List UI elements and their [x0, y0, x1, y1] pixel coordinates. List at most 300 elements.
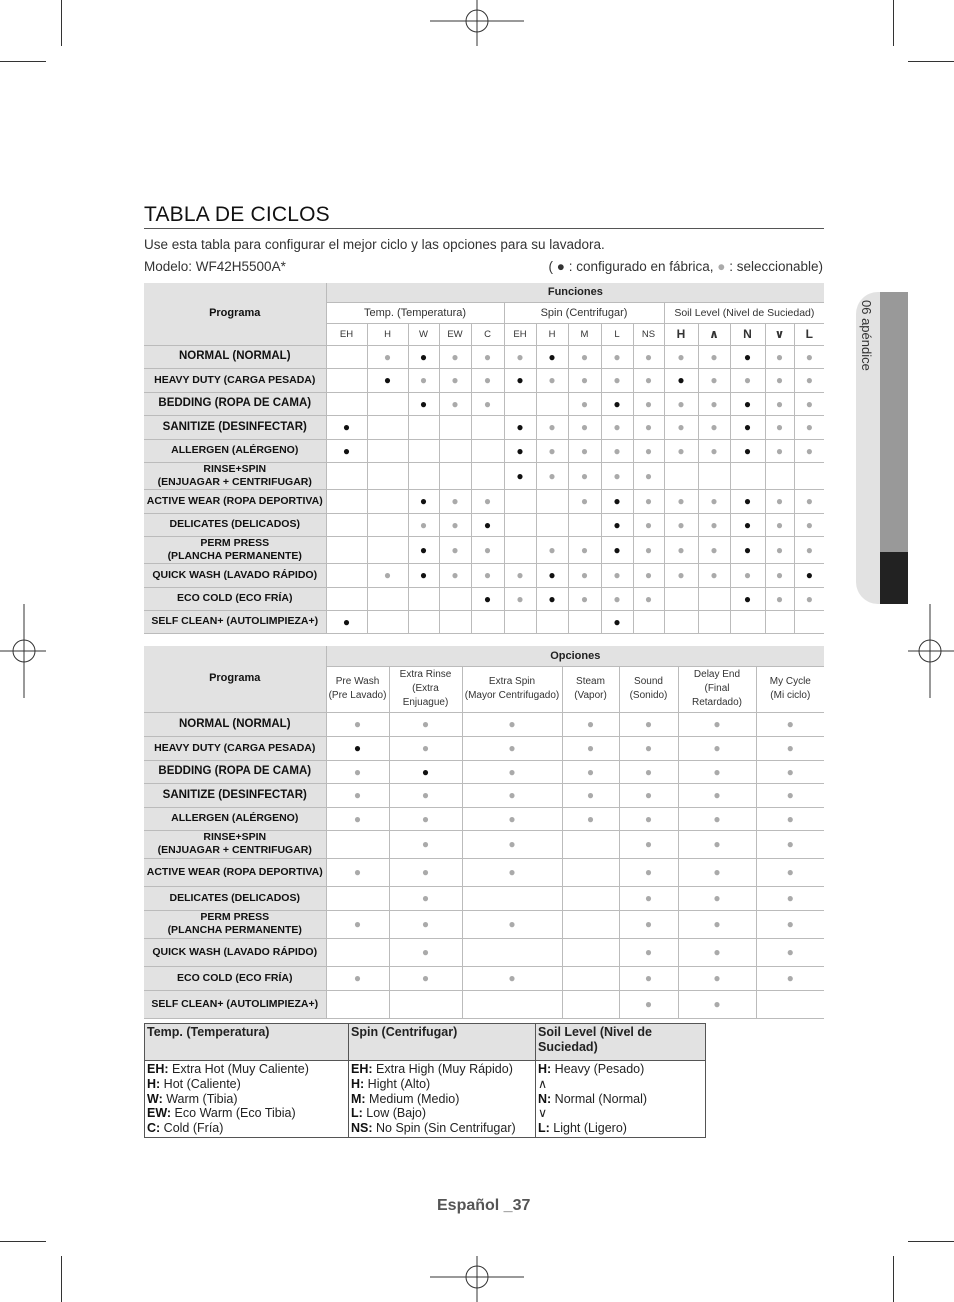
- function-cell: [408, 587, 439, 610]
- key-entry: L: Low (Bajo): [351, 1106, 427, 1121]
- function-cell: [471, 439, 504, 462]
- option-cell: [326, 783, 389, 807]
- factory-set-dot-icon: ●: [743, 591, 752, 606]
- key-entry: W: Warm (Tibia): [147, 1091, 238, 1106]
- program-name: DELICATES (DELICADOS): [144, 886, 326, 910]
- selectable-dot-icon: ●: [677, 517, 685, 532]
- selectable-dot-icon: ●: [710, 494, 718, 508]
- function-cell: [601, 489, 633, 513]
- factory-set-dot-icon: ●: [743, 542, 752, 557]
- selectable-dot-icon: ●: [586, 811, 595, 826]
- selectable-dot-icon: ●: [644, 542, 653, 557]
- function-cell: [730, 563, 765, 587]
- function-cell: [664, 489, 698, 513]
- option-cell: [756, 783, 824, 807]
- function-cell: [408, 439, 439, 462]
- function-cell: [408, 610, 439, 633]
- function-column-header: EW: [439, 323, 471, 345]
- selectable-dot-icon: ●: [713, 865, 721, 879]
- function-cell: [326, 462, 367, 489]
- function-cell: [408, 415, 439, 439]
- selectable-dot-icon: ●: [483, 568, 492, 582]
- selectable-dot-icon: ●: [580, 349, 589, 364]
- selectable-dot-icon: ●: [580, 542, 589, 557]
- factory-set-dot-icon: ●: [743, 517, 752, 532]
- function-cell: [664, 563, 698, 587]
- option-cell: [619, 712, 678, 736]
- factory-set-dot-icon: ●: [613, 517, 621, 532]
- selectable-dot-icon: ●: [613, 468, 621, 483]
- selectable-dot-icon: ●: [548, 542, 556, 557]
- function-cell: [471, 513, 504, 536]
- selectable-dot-icon: ●: [713, 917, 721, 931]
- program-name: BEDDING (ROPA DE CAMA): [144, 760, 326, 783]
- option-cell: [389, 938, 462, 966]
- selectable-dot-icon: ●: [710, 443, 718, 458]
- function-cell: [408, 536, 439, 563]
- function-cell: [633, 368, 664, 392]
- selectable-dot-icon: ●: [786, 741, 794, 755]
- option-cell: [326, 760, 389, 783]
- selectable-dot-icon: ●: [516, 568, 524, 582]
- function-cell: [765, 587, 794, 610]
- function-cell: [698, 462, 730, 489]
- table-row: [144, 587, 824, 610]
- table-row: [144, 415, 824, 439]
- factory-set-dot-icon: ●: [805, 568, 813, 582]
- function-cell: [765, 368, 794, 392]
- table-row: [144, 858, 824, 886]
- option-cell: [756, 910, 824, 938]
- selectable-dot-icon: ●: [713, 891, 721, 905]
- selectable-dot-icon: ●: [786, 717, 794, 731]
- table-row: [144, 392, 824, 415]
- option-cell: [756, 760, 824, 783]
- function-column-header: H: [536, 323, 568, 345]
- selectable-dot-icon: ●: [805, 420, 813, 434]
- function-cell: [730, 345, 765, 368]
- selectable-dot-icon: ●: [786, 917, 794, 931]
- program-name: HEAVY DUTY (CARGA PESADA): [144, 368, 326, 392]
- option-cell: [619, 807, 678, 830]
- function-cell: [367, 513, 408, 536]
- option-cell: [389, 712, 462, 736]
- selectable-dot-icon: ●: [644, 517, 653, 532]
- selectable-dot-icon: ●: [580, 568, 589, 582]
- selectable-dot-icon: ●: [713, 837, 721, 851]
- factory-set-dot-icon: ●: [613, 494, 621, 508]
- function-cell: [471, 345, 504, 368]
- function-cell: [471, 489, 504, 513]
- function-cell: [730, 610, 765, 633]
- selectable-dot-icon: ●: [421, 917, 430, 931]
- function-cell: [367, 368, 408, 392]
- selectable-dot-icon: ●: [710, 420, 718, 434]
- function-cell: [730, 368, 765, 392]
- selectable-dot-icon: ●: [580, 494, 589, 508]
- function-cell: [471, 610, 504, 633]
- abbreviation-key-table: [144, 1023, 706, 1138]
- function-cell: [601, 415, 633, 439]
- function-cell: [698, 392, 730, 415]
- function-cell: [504, 536, 536, 563]
- option-cell: [619, 886, 678, 910]
- option-cell: [462, 858, 562, 886]
- table-row: [144, 830, 824, 858]
- function-cell: [471, 536, 504, 563]
- selectable-dot-icon: ●: [786, 788, 794, 802]
- function-cell: [698, 489, 730, 513]
- option-cell: [619, 858, 678, 886]
- function-cell: [601, 392, 633, 415]
- table-row: [144, 736, 824, 760]
- option-cell: [619, 910, 678, 938]
- selectable-dot-icon: ●: [644, 349, 653, 364]
- selectable-dot-icon: ●: [383, 349, 392, 364]
- selectable-dot-icon: ●: [786, 891, 794, 905]
- program-name: BEDDING (ROPA DE CAMA): [144, 392, 326, 415]
- factory-set-dot-icon: ●: [516, 443, 524, 458]
- function-cell: [326, 439, 367, 462]
- selectable-dot-icon: ●: [421, 717, 430, 731]
- option-cell: [619, 938, 678, 966]
- selectable-dot-icon: ●: [713, 741, 721, 755]
- option-cell: [619, 990, 678, 1018]
- function-cell: [794, 563, 824, 587]
- program-name: ALLERGEN (ALÉRGENO): [144, 439, 326, 462]
- key-entry: H: Hight (Alto): [351, 1076, 431, 1091]
- option-cell: [678, 990, 756, 1018]
- function-cell: [471, 563, 504, 587]
- factory-set-dot-icon: ●: [516, 468, 524, 483]
- function-cell: [601, 439, 633, 462]
- selectable-dot-icon: ●: [710, 517, 718, 532]
- option-cell: [462, 966, 562, 990]
- option-cell: [678, 938, 756, 966]
- program-name: ACTIVE WEAR (ROPA DEPORTIVA): [144, 858, 326, 886]
- function-cell: [408, 392, 439, 415]
- selectable-dot-icon: ●: [586, 741, 595, 755]
- selectable-dot-icon: ●: [421, 741, 430, 755]
- table-row: [144, 990, 824, 1018]
- selectable-dot-icon: ●: [775, 373, 784, 387]
- option-cell: [326, 886, 389, 910]
- key-entry: EH: Extra Hot (Muy Caliente): [147, 1062, 309, 1076]
- option-column-header: Extra Rinse (Extra Enjuague): [389, 666, 462, 712]
- function-cell: [439, 610, 471, 633]
- option-cell: [678, 736, 756, 760]
- selectable-dot-icon: ●: [644, 494, 653, 508]
- function-cell: [326, 563, 367, 587]
- function-cell: [664, 536, 698, 563]
- function-cell: [367, 536, 408, 563]
- table-row: [144, 489, 824, 513]
- crop-mark: [0, 61, 46, 62]
- selectable-dot-icon: ●: [805, 517, 813, 532]
- function-cell: [536, 368, 568, 392]
- function-cell: [601, 563, 633, 587]
- selectable-dot-icon: ●: [644, 741, 653, 755]
- key-entry: H: Hot (Caliente): [147, 1076, 241, 1091]
- selectable-dot-icon: ●: [717, 259, 726, 274]
- table-row: [144, 513, 824, 536]
- selectable-dot-icon: ●: [451, 396, 459, 411]
- selectable-dot-icon: ●: [548, 468, 556, 483]
- chapter-tab-marker: [880, 552, 908, 604]
- factory-set-dot-icon: ●: [353, 741, 362, 755]
- function-cell: [504, 345, 536, 368]
- function-cell: [504, 489, 536, 513]
- function-cell: [568, 368, 601, 392]
- function-column-header: M: [568, 323, 601, 345]
- table-row: [144, 610, 824, 633]
- option-cell: [619, 760, 678, 783]
- selectable-dot-icon: ●: [508, 788, 516, 802]
- option-cell: [756, 990, 824, 1018]
- selectable-dot-icon: ●: [483, 494, 492, 508]
- function-cell: [633, 513, 664, 536]
- selectable-dot-icon: ●: [419, 373, 428, 387]
- functions-group-header: Funciones: [326, 283, 824, 302]
- function-column-header: C: [471, 323, 504, 345]
- selectable-dot-icon: ●: [353, 917, 362, 931]
- factory-set-dot-icon: ●: [613, 614, 621, 629]
- option-cell: [326, 712, 389, 736]
- function-cell: [601, 536, 633, 563]
- function-cell: [664, 587, 698, 610]
- function-cell: [765, 610, 794, 633]
- selectable-dot-icon: ●: [613, 443, 621, 458]
- function-column-header: EH: [326, 323, 367, 345]
- function-cell: [367, 462, 408, 489]
- selectable-dot-icon: ●: [421, 971, 430, 985]
- selectable-dot-icon: ●: [483, 349, 492, 364]
- option-cell: [326, 966, 389, 990]
- selectable-dot-icon: ●: [613, 568, 621, 582]
- function-cell: [730, 513, 765, 536]
- function-cell: [730, 489, 765, 513]
- selectable-dot-icon: ●: [508, 837, 516, 851]
- function-cell: [633, 439, 664, 462]
- table-row: [144, 345, 824, 368]
- option-cell: [326, 830, 389, 858]
- function-cell: [633, 345, 664, 368]
- options-group-header: Opciones: [326, 646, 824, 666]
- function-cell: [601, 462, 633, 489]
- selectable-dot-icon: ●: [710, 396, 718, 411]
- function-cell: [504, 563, 536, 587]
- selectable-dot-icon: ●: [644, 865, 653, 879]
- function-cell: [326, 345, 367, 368]
- program-name: DELICATES (DELICADOS): [144, 513, 326, 536]
- selectable-dot-icon: ●: [775, 443, 784, 458]
- function-cell: [601, 513, 633, 536]
- selectable-dot-icon: ●: [786, 971, 794, 985]
- selectable-dot-icon: ●: [710, 349, 718, 364]
- function-cell: [471, 415, 504, 439]
- selectable-dot-icon: ●: [580, 591, 589, 606]
- option-cell: [678, 966, 756, 990]
- selectable-dot-icon: ●: [713, 945, 721, 959]
- functions-table: [144, 283, 824, 634]
- factory-dot-icon: ●: [556, 259, 565, 274]
- function-cell: [794, 368, 824, 392]
- key-entry: EH: Extra High (Muy Rápido): [351, 1062, 513, 1076]
- key-entry: ∨: [538, 1106, 548, 1121]
- option-cell: [389, 990, 462, 1018]
- selectable-dot-icon: ●: [775, 568, 784, 582]
- option-cell: [462, 783, 562, 807]
- function-cell: [765, 563, 794, 587]
- function-cell: [664, 462, 698, 489]
- selectable-dot-icon: ●: [805, 443, 813, 458]
- option-cell: [562, 830, 619, 858]
- selectable-dot-icon: ●: [586, 717, 595, 731]
- program-name: PERM PRESS (PLANCHA PERMANENTE): [144, 536, 326, 563]
- selectable-dot-icon: ●: [548, 443, 556, 458]
- selectable-dot-icon: ●: [644, 420, 653, 434]
- function-cell: [504, 368, 536, 392]
- factory-set-dot-icon: ●: [743, 494, 752, 508]
- function-cell: [601, 345, 633, 368]
- function-cell: [439, 563, 471, 587]
- option-cell: [326, 858, 389, 886]
- function-cell: [698, 513, 730, 536]
- option-cell: [619, 830, 678, 858]
- selectable-dot-icon: ●: [586, 764, 595, 779]
- selectable-dot-icon: ●: [421, 788, 430, 802]
- temp-header: Temp. (Temperatura): [326, 302, 504, 323]
- factory-set-dot-icon: ●: [613, 396, 621, 411]
- option-cell: [562, 886, 619, 910]
- option-cell: [678, 910, 756, 938]
- registration-mark: [908, 604, 954, 698]
- function-cell: [536, 513, 568, 536]
- option-cell: [389, 736, 462, 760]
- function-cell: [664, 392, 698, 415]
- function-cell: [633, 489, 664, 513]
- function-cell: [504, 415, 536, 439]
- option-cell: [462, 990, 562, 1018]
- crop-mark: [61, 1256, 62, 1302]
- key-spin-header: Spin (Centrifugar): [349, 1024, 536, 1061]
- selectable-dot-icon: ●: [677, 349, 685, 364]
- function-cell: [439, 368, 471, 392]
- selectable-dot-icon: ●: [353, 971, 362, 985]
- options-table: [144, 646, 824, 1019]
- program-header: Programa: [144, 283, 326, 345]
- selectable-dot-icon: ●: [677, 443, 685, 458]
- function-cell: [794, 513, 824, 536]
- option-cell: [389, 966, 462, 990]
- option-cell: [562, 760, 619, 783]
- function-cell: [367, 392, 408, 415]
- option-cell: [326, 938, 389, 966]
- function-cell: [698, 439, 730, 462]
- option-cell: [389, 910, 462, 938]
- program-name: SELF CLEAN+ (AUTOLIMPIEZA+): [144, 610, 326, 633]
- factory-set-dot-icon: ●: [342, 420, 351, 434]
- option-cell: [562, 938, 619, 966]
- option-column-header: Pre Wash (Pre Lavado): [326, 666, 389, 712]
- selectable-dot-icon: ●: [644, 468, 653, 483]
- selectable-dot-icon: ●: [775, 591, 784, 606]
- option-cell: [756, 830, 824, 858]
- function-cell: [439, 587, 471, 610]
- selectable-dot-icon: ●: [508, 865, 516, 879]
- function-column-header: ∨: [765, 323, 794, 345]
- program-name: HEAVY DUTY (CARGA PESADA): [144, 736, 326, 760]
- factory-set-dot-icon: ●: [677, 373, 685, 387]
- table-row: [144, 462, 824, 489]
- selectable-dot-icon: ●: [805, 396, 813, 411]
- function-cell: [326, 368, 367, 392]
- registration-mark: [430, 1256, 524, 1302]
- function-cell: [794, 415, 824, 439]
- option-cell: [756, 858, 824, 886]
- option-cell: [619, 966, 678, 990]
- function-cell: [367, 439, 408, 462]
- function-cell: [439, 513, 471, 536]
- selectable-dot-icon: ●: [644, 917, 653, 931]
- selectable-dot-icon: ●: [483, 373, 492, 387]
- option-cell: [756, 966, 824, 990]
- selectable-dot-icon: ●: [419, 517, 428, 532]
- selectable-dot-icon: ●: [451, 517, 459, 532]
- function-cell: [408, 513, 439, 536]
- selectable-dot-icon: ●: [775, 542, 784, 557]
- function-cell: [504, 587, 536, 610]
- function-cell: [568, 587, 601, 610]
- function-cell: [765, 415, 794, 439]
- table-row: [144, 938, 824, 966]
- function-cell: [439, 536, 471, 563]
- option-cell: [562, 966, 619, 990]
- legend-selectable-text: : seleccionable): [725, 259, 823, 274]
- selectable-dot-icon: ●: [548, 373, 556, 387]
- crop-mark: [893, 0, 894, 46]
- selectable-dot-icon: ●: [451, 568, 459, 582]
- function-cell: [601, 587, 633, 610]
- selectable-dot-icon: ●: [516, 349, 524, 364]
- option-column-header: Extra Spin (Mayor Centrifugado): [462, 666, 562, 712]
- function-cell: [730, 587, 765, 610]
- option-cell: [562, 783, 619, 807]
- chapter-tab-bar: [880, 292, 908, 552]
- program-name: NORMAL (NORMAL): [144, 345, 326, 368]
- function-cell: [664, 415, 698, 439]
- chapter-label: 06 apéndice: [859, 300, 874, 371]
- option-cell: [326, 807, 389, 830]
- function-cell: [601, 368, 633, 392]
- selectable-dot-icon: ●: [677, 396, 685, 411]
- function-cell: [633, 563, 664, 587]
- selectable-dot-icon: ●: [613, 591, 621, 606]
- function-cell: [664, 368, 698, 392]
- selectable-dot-icon: ●: [586, 788, 595, 802]
- selectable-dot-icon: ●: [743, 568, 752, 582]
- crop-mark: [908, 61, 954, 62]
- function-cell: [504, 392, 536, 415]
- intro-text: Use esta tabla para configurar el mejor ciclo y las opciones para su lavadora.: [144, 237, 605, 252]
- function-cell: [536, 462, 568, 489]
- selectable-dot-icon: ●: [451, 373, 459, 387]
- crop-mark: [893, 1256, 894, 1302]
- option-cell: [462, 760, 562, 783]
- spin-header: Spin (Centrifugar): [504, 302, 664, 323]
- option-cell: [462, 830, 562, 858]
- selectable-dot-icon: ●: [775, 396, 784, 411]
